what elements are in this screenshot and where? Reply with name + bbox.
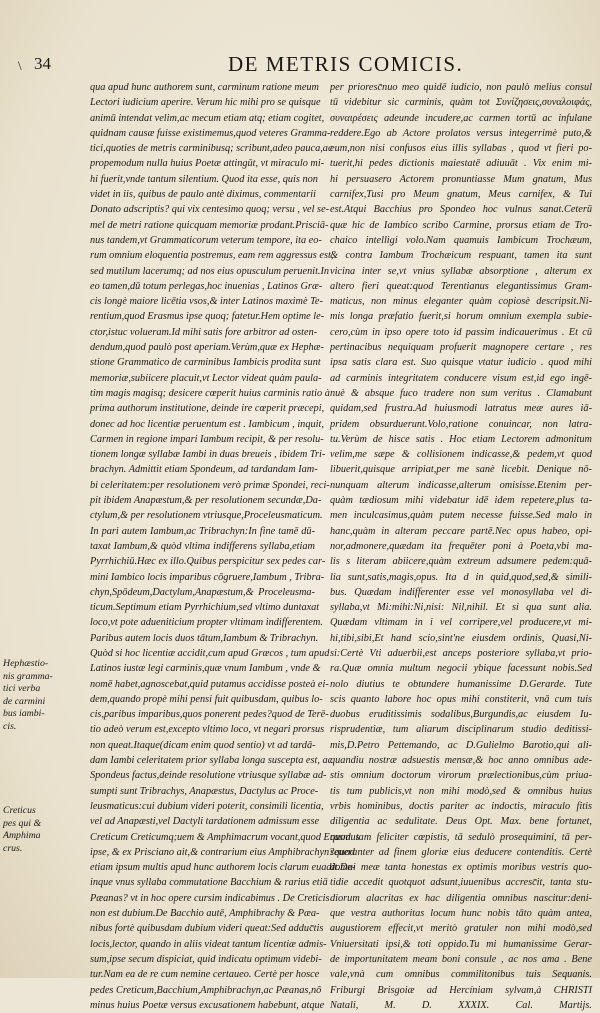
text-line: vel ad Anapæsti,vel Dactyli tardationem admissum esse (90, 816, 320, 828)
text-line: tici,quoties de metris carminibusq; scribunt,adeo pauca,ac (90, 143, 333, 155)
text-line: bi celeritatem:per resolutionem verò primæ Spondei, reci- (90, 479, 330, 491)
page-header (18, 52, 593, 78)
text-line: augustiorem effecit,vt meritò gratuler non mihi modò,sed (330, 923, 592, 935)
text-line: nunquam alterum indicasse,alterum omisisse.Etenim per- (330, 479, 592, 491)
text-line: propemodum nulla huius Poetæ attingūt, vt miraculo mi- (90, 158, 325, 170)
text-line: Latinos iustæ legi carminis,quæ vnum Iambum , vnde & (90, 663, 321, 675)
text-line: nolo diutius te obtundere humanissime D.Gerarde. Tute (330, 678, 592, 690)
text-line: donec ad hoc licentiæ peruentum est . Iambicum , inquit, (90, 418, 324, 430)
text-line: taxat Iambum,& quòd vltima indifferens syllaba,etiam (90, 540, 315, 552)
text-line: maticus, non minus eleganter quàm copiosè descripsit.Ni- (330, 296, 592, 308)
text-line: hanc,quàm in alteram peccare partē.Nec opus habeo, opi- (330, 525, 592, 537)
text-line: duobus eruditissimis sodalibus,Burgundis,ac eiusdem Iu- (330, 709, 592, 721)
text-line: risprudentiæ, tum aliarum disciplinarum studio deditissi- (330, 724, 592, 736)
text-line: pit ibidem Anapæstum,& per resolutionem secundæ,Da- (90, 495, 322, 507)
text-line: nor,admonere,quædam ita frequēter poni à Poeta,vbi ma- (330, 540, 592, 552)
text-line: ipsa satis clara est. Suo quisque vtatur iudicio . quod mihi (330, 357, 592, 369)
text-line: quod tam feliciter cœpistis, tā sedulò prosequimini, tā per- (330, 831, 592, 843)
text-line: quandiu nostræ adsuestis mensæ,& hoc anno omnibus ade- (330, 755, 592, 767)
text-line: Quædam vltimam in i vel corripere,vel producere,vt mi- (330, 617, 592, 629)
text-line: Vniuersitati ipsi,& toti oppido.Tu mi humanissime Gerar- (330, 938, 592, 950)
text-line: velim,me sæpe & collisionem indicasse,& pedem,vt quod (330, 449, 592, 461)
margin-note-line: tici verba (3, 683, 41, 694)
text-line: hi fuerit,vnde tantum silentium. Quod ita esse, quis non (90, 173, 318, 185)
text-line: sed mutilum lacerumq; ad nos eius opusculum peruenit.In (90, 265, 330, 277)
text-line: prima authorum institutione, deinde ire cœperit præcepi, (90, 403, 325, 415)
text-line: Natali, M. D. XXXIX. Cal. Martijs. (330, 999, 592, 1011)
text-line: libuerit,quisque arripiat,per me sanè licebit. Denique nō- (330, 464, 592, 476)
text-line: Pæanas? vt in hoc opere cursim indicabimus . De Creticis (90, 892, 330, 904)
text-line: de importunitatem meam boni consule , ac nos ama . Bene (330, 953, 592, 965)
text-line: quàm tædiosum mihi videbatur idē idem repetere,plus ta- (330, 495, 592, 507)
text-line: altero fieri queat:quod Terentianus elegantissimus Gram- (330, 280, 592, 292)
margin-note-line: Creticus (3, 805, 36, 816)
text-line: diorum alacritas ex hac diligentia omnibus nascitur:deni- (330, 892, 592, 904)
margin-note-line: nis gramma- (3, 670, 53, 682)
text-line: cero,cùm in ipso opere toto id passim indicauerimus . Et cū (330, 326, 592, 338)
text-line: quidnam causæ fuisse existimemus,quod veteres Gramma- (90, 127, 331, 139)
text-line: In pari autem Iambum,ac Tribrachyn:In fine tamē dū- (90, 525, 315, 537)
text-line: vicina inter se,vt vnius syllabæ absorptione , alterum ex (330, 265, 592, 277)
text-line: diligentia ac sedulitate. Deus Opt. Max. bene fortunet, (330, 816, 592, 828)
text-line: vale,vnà cum omnibus commilitonibus tuis Sequanis. (330, 969, 592, 981)
right-text-column (330, 80, 592, 1013)
text-line: Creticum Creticumq;uem & Amphimacrum vocant,quod Erasmus (90, 831, 360, 843)
text-line: cis,paribus imparibus,quos ponerent pedes?quod de Terē- (90, 709, 329, 721)
page-mark: \ (18, 58, 22, 73)
text-line: chyn,Spōdeum,Dactylum,Anapæstum,& Proceleusma- (90, 586, 315, 598)
margin-note-line: pes qui & (3, 817, 42, 829)
text-line: men inculcasimus,quàm putem necesse fuisse.Sed malo in (330, 510, 592, 522)
text-line: non est dubium.De Bacchio autē, Amphibrachy & Pæa- (90, 908, 320, 920)
margin-note-hephaestion (3, 658, 91, 733)
text-line: sumpti sunt Tribrachys, Anapæstus, Dactylus ac Proce- (90, 785, 319, 797)
text-line: syllaba,vt Mi:mihi:Ni,nisi: Nil,nihil. Et si qua sunt alia. (330, 602, 592, 614)
text-line: hi,tibi,sibi,Et hand scio,sint'ne eiusdem ordinis, Quasi,Ni- (330, 632, 592, 644)
page-number: 34 (34, 54, 51, 73)
text-line: domui meæ tanta honestas ex optimis moribus vestris quo- (330, 862, 592, 874)
text-line: tionem longæ syllabæ Iambi in duas breueis , ibidem Tri- (90, 449, 326, 461)
text-line: ad carminis integritatem conducere visum est,id ego ingē- (330, 372, 592, 384)
text-line: mel de metri ratione quicquam memoriæ prodant.Prisciā- (90, 219, 329, 231)
text-line: Spondeus factus,deinde resolutione vtriusque syllabæ ad- (90, 770, 327, 782)
text-line: quæ hic de Iambico scribo Carmine, prorsus etiam de Tro- (330, 219, 592, 231)
text-line: quidam,sed frustra.Ad huiusmodi latratus meæ aures iā- (330, 403, 592, 415)
text-line: que vestra authoritas locum hunc nobis tāto quàm antea, (330, 908, 592, 920)
text-line: loco,vt pote adueniticium propter vltimam indifferentem. (90, 617, 323, 629)
text-line: tu.Verùm de hisce satis . Hoc etiam Lectorem admonitum (330, 433, 592, 445)
text-line: Carmen in regione impari Iambum recipit, & per resolu- (90, 433, 324, 445)
text-line: mis,D.Petro Pettemando, ac D.Gulielmo Barotio,qui ali- (330, 739, 592, 751)
text-line: ra.Quæ omnia multum negocii ybique facessunt nobis.Sed (330, 663, 592, 675)
text-line: tuerit,hi pedes dictionis maiestatē adiuuāt . Vix enim mi- (330, 158, 592, 170)
text-line: qua apud hunc authorem sunt, carminum ratione meum (90, 82, 319, 93)
text-line: tidie accedit quotquot adsunt,iuuenibus accresc̄it, tanta stu- (330, 877, 592, 889)
text-line: non queat.Itaque(dicam enim quod sentio) vt ad tardā- (90, 739, 316, 751)
text-line: reddere.Ego ab Actore prolatos versus integerrimè puto,& (330, 127, 592, 139)
text-line: pertinacibus nequiquam profuerit magnopere certare , res (330, 342, 592, 354)
margin-note-line: crus. (3, 842, 23, 854)
text-line: vrbis hominibus, doctis pariter ac indoctis, miraculo fitis (330, 800, 592, 812)
text-line: pedes Creticum,Bacchium,Amphibrachyn,ac Pæanas,nō (90, 984, 322, 996)
text-line: inque vnus syllaba commutatione Bacchium & rarius etiā (90, 877, 328, 889)
margin-note-line: Hephæstio- (3, 658, 49, 669)
margin-note-line: de carmini (3, 695, 46, 707)
text-line: nuè & absque fuco tradere non sum veritus . Clamabunt (330, 387, 592, 399)
text-line: carnifex,Tusi pro Meum gnatum, Meus carnifex, & Tui (330, 189, 592, 201)
text-line: chaico intelligi volo.Nam quamuis Iambicum Trochæum, (330, 234, 592, 246)
text-line: ticum.Septimum etiam Pyrrhichium,sed vltimo duntaxat (90, 602, 320, 614)
text-line: Quòd si hoc licentiæ accidit,cum apud Græcos , tum apud (90, 647, 330, 659)
text-line: dendum,quod paulò post aperiam.Verùm,quæ ex Hephæ- (90, 342, 324, 354)
text-line: Donato adscriptis? qui vix centesimo quoq; versu , vel se- (90, 204, 330, 216)
text-line: tis tum publicis,vt non mihi modò,sed & omnibus huius (330, 785, 592, 797)
margin-note-creticus (3, 805, 91, 855)
text-line: leusmaticus:cui dubium videri poterit, consimili licentia, (90, 800, 324, 812)
text-line: stione Grammatico de carminibus Iambicis prodita sunt (90, 357, 321, 369)
text-line: rentium,quod Erasmus ipse quoq; fatetur.Hem optime le- (90, 311, 325, 323)
text-line: Pyrrhichiū.Hæc ex illo.Quibus perspicitur sex pedes car- (90, 556, 326, 568)
text-line: tū videbitur sic carminis, quàm tot Συνίζησεις,συναλοιφάς, (330, 97, 592, 109)
text-line: tim magis magisq; desicere cœperit huius carminis ratio à (90, 387, 330, 399)
text-line: mis longa præfatio fuerit,si horum omnium exempla subie- (330, 311, 592, 323)
text-line: si:Certè Vti aduerbii,est anceps posteriore syllaba,vt prio- (330, 647, 592, 659)
text-line: nibus fortè quibusdam dubium videri queat:Sed adduc̄tis (90, 923, 324, 935)
text-line: bus. Quædam indifferenter esse vel monosyllaba vel di- (330, 586, 592, 598)
text-line: nomē habet,agnoscebat,quid putamus accidisse posteà ei- (90, 678, 329, 690)
text-line: tio adeò verum est,excepto vltimo loco, vt negari prorsus (90, 724, 325, 736)
text-line: συναιρέσεις adeunde incudere,ac carmen tortū ac infulane (330, 112, 592, 124)
text-line: Friburgi Brisgoiæ ad Hercíniam sylvam,à CHRISTI (330, 984, 592, 996)
left-text-column (90, 80, 360, 1013)
running-title: DE METRIS COMICIS. (228, 52, 464, 76)
text-line: hi persuasero Actorem pronuntiasse Mum gnatum, Mus (330, 173, 592, 185)
text-line: scis quanto labore hoc opus mihi constiterit, vnā cum tuis (330, 693, 592, 705)
text-line: dam Iambi celeritatem prior syllaba longa suscepta est, ac (90, 755, 333, 767)
text-line: locis,lector, quando in aliis videat tantum licentiæ admis- (90, 938, 327, 950)
margin-note-line: Amphima (3, 830, 41, 841)
text-line: seueranter ad finem gloriæ eius deducere contenditis. Certè (330, 846, 592, 858)
text-line: & contra Iambum Trochæicum respuant, tamen ita sunt (330, 250, 592, 262)
text-line: ctylum,& per resolutionem vtriusque,Proceleusmaticum. (90, 510, 323, 522)
text-line: ipse, & ex Prisciano ait,& contrarium eius Amphibrachyn?quod (90, 846, 355, 858)
margin-note-line: cis. (3, 720, 17, 732)
text-line: pridem obsurduerunt.Volo,ratione conuincar, non latra- (330, 418, 592, 430)
text-line: brachyn. Admittit etiam Spondeum, ad tardandam Iam- (90, 464, 318, 476)
margin-note-line: bus iambi- (3, 708, 45, 719)
text-line: eo tamen,dū totum perlegas,hoc inuenias , Latinos Græ- (90, 280, 323, 292)
text-line: videt in iis, quibus de paulo antè diximus, commentarii (90, 189, 316, 201)
text-line: animū intendat velim,ac mecum etiam atq; etiam cogitet, (90, 112, 325, 124)
text-line: minus huius Poetæ versus excusationem habebunt, atque (90, 999, 325, 1011)
text-line: nus tandem,vt Grammaticorum veterum tempore, ita eo- (90, 234, 322, 246)
text-line: Lectori iudicium aperire. Verum hic mihi pro se quisque (90, 97, 321, 109)
text-line: lis s literam abiicere,quàm extreum adsumere pedem:quā- (330, 556, 592, 568)
text-line: lia sunt,satis,magis,opus. Ita d in quid,quod,sed,& simili- (330, 571, 592, 583)
text-line: per prioresc̄nuo meo quidē iudicio, non paulò melius consul (330, 82, 592, 93)
text-line: sum,ipse secum dispiciat, quid indicatu optimum videbi- (90, 953, 322, 965)
text-line: eum,non nisi confusos eius illis syllabas , quod vt fieri po- (330, 143, 592, 155)
text-line: mini Iambico locis imparibus cōgruere,Iambum , Tribra- (90, 571, 325, 583)
text-line: Paribus autem locis duos tātum,Iambum & Tribrachyn. (90, 632, 319, 644)
text-line: memoriæ,subiicere placuit,vt Lector videat quàm paula- (90, 372, 322, 384)
text-line: ctor,istuc volueram.Id mihi satis fore arbitror ad osten- (90, 326, 318, 338)
text-line: etiam ipsum multis apud hunc authorem locis clarum euadit.De- (90, 862, 356, 874)
text-line: tur.Nam ea de re cum nemine certaueo. Certè per hosce (90, 969, 320, 981)
text-line: cis longè maiore licētia vsos,& inter Latinos maximè Te- (90, 296, 323, 308)
text-line: est.Atqui Bacchius pro Spondeo hoc vulnus sanat.Ceterū (330, 204, 592, 216)
text-line: dem,quando propè mihi pensi fuit quibusdam, quibus lo- (90, 693, 323, 705)
text-line: rum omnium eloquentia postremus, eam rem aggressus est, (90, 250, 334, 262)
text-line: stis omnium doctorum virorum prælectionibus,cùm priua- (330, 770, 592, 782)
